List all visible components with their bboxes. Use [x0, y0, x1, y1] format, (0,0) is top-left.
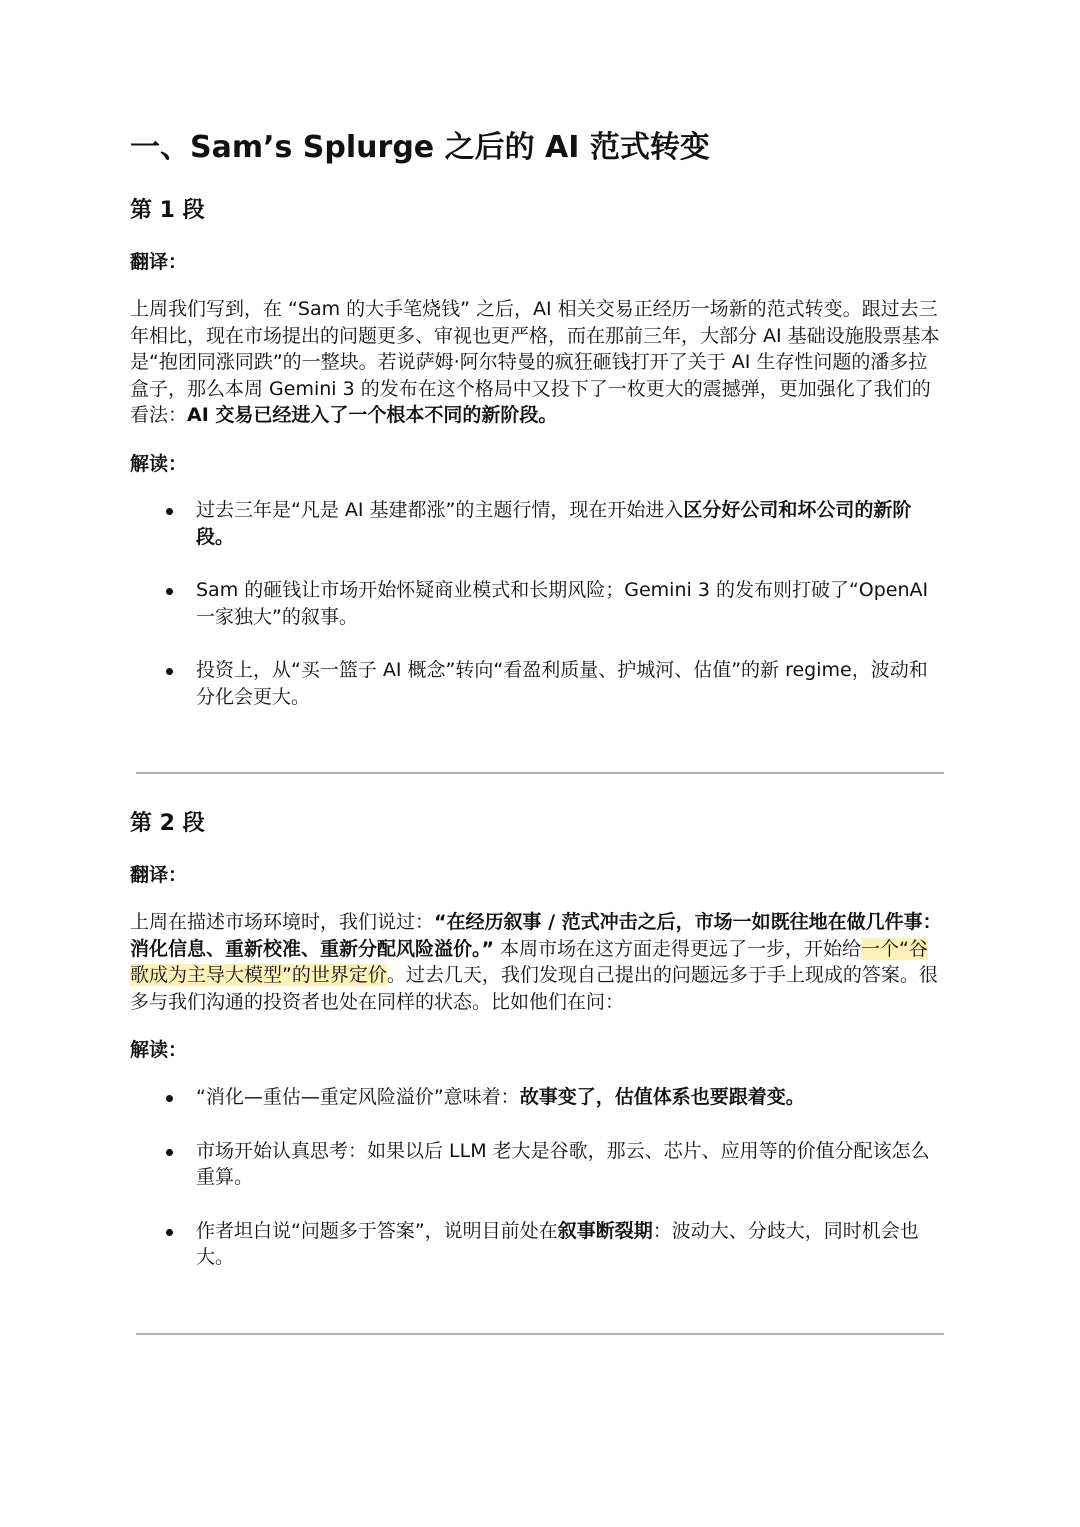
section-1-interpretation-label: 解读： [130, 453, 188, 475]
section-2-translation-text: 上周在描述市场环境时，我们说过：“在经历叙事 / 范式冲击之后，市场一如既往地在做几件事：消化信息、重新校准、重新分配风险溢价。” 本周市场在这方面走得更远了一步，开始给一个“谷歌成为主导大模型”的世界定价。过去几天，我们发现自己提出的问题远多于手上现成的答案。很多与我们沟通的投资者也处在同样的状态。比如他们在问： [130, 911, 942, 1013]
list-item: Sam 的砸钱让市场开始怀疑商业模式和长期风险；Gemini 3 的发布则打破了“OpenAI 一家独大”的叙事。 [130, 577, 945, 630]
bullet-icon [166, 1229, 173, 1236]
bullet-icon [166, 668, 173, 675]
list-item: 过去三年是“凡是 AI 基建都涨”的主题行情，现在开始进入区分好公司和坏公司的新阶段。 [130, 497, 945, 550]
highlighted-text: 一个“谷歌成为主导大模型”的世界定价 [130, 937, 928, 986]
list-item: 作者坦白说“问题多于答案”，说明目前处在叙事断裂期：波动大、分歧大，同时机会也大。 [130, 1218, 945, 1271]
list-item: 市场开始认真思考：如果以后 LLM 老大是谷歌，那云、芯片、应用等的价值分配该怎么重算。 [130, 1138, 945, 1191]
bullet-icon [166, 1095, 173, 1102]
list-item: 投资上，从“买一篮子 AI 概念”转向“看盈利质量、护城河、估值”的新 regime，波动和分化会更大。 [130, 657, 945, 710]
section-1-translation-bold: AI 交易已经进入了一个根本不同的新阶段。 [187, 404, 558, 426]
bullet-icon [166, 1149, 173, 1156]
section-2-translation-quote: “在经历叙事 / 范式冲击之后，市场一如既往地在做几件事：消化信息、重新校准、重新分配风险溢价。” [130, 911, 942, 960]
section-divider [136, 1333, 944, 1335]
section-1-bullet-list [130, 497, 945, 710]
section-1-translation-part1: 上周我们写到，在 “Sam 的大手笔烧钱” 之后，AI 相关交易正经历一场新的范式转变。跟过去三年相比，现在市场提出的问题更多、审视也更严格，而在那前三年，大部分 AI 基础设施股票基本是“抱团同涨同跌”的一整块。若说萨姆·阿尔特曼的疯狂砸钱打开了关于 AI 生存性问题的潘多拉盒子，那么本周 Gemini 3 的发布在这个格局中又投下了一枚更大的震撼弹，更加强化了我们的看法： [130, 298, 940, 426]
list-item: “消化—重估—重定风险溢价”意味着：故事变了，估值体系也要跟着变。 [130, 1084, 945, 1111]
bullet-icon [166, 588, 173, 595]
section-divider [136, 772, 944, 774]
section-2-interpretation-label: 解读： [130, 1039, 188, 1061]
section-1-translation-label: 翻译： [130, 251, 188, 273]
section-1-translation-text [130, 296, 945, 429]
section-2-bullet-list [130, 1084, 945, 1271]
section-2-title: 第 2 段 [130, 811, 205, 836]
section-2-translation-label: 翻译： [130, 864, 188, 886]
page-title: 一、Sam’s Splurge 之后的 AI 范式转变 [130, 130, 710, 165]
bullet-icon [166, 508, 173, 515]
section-1-title: 第 1 段 [130, 198, 205, 223]
